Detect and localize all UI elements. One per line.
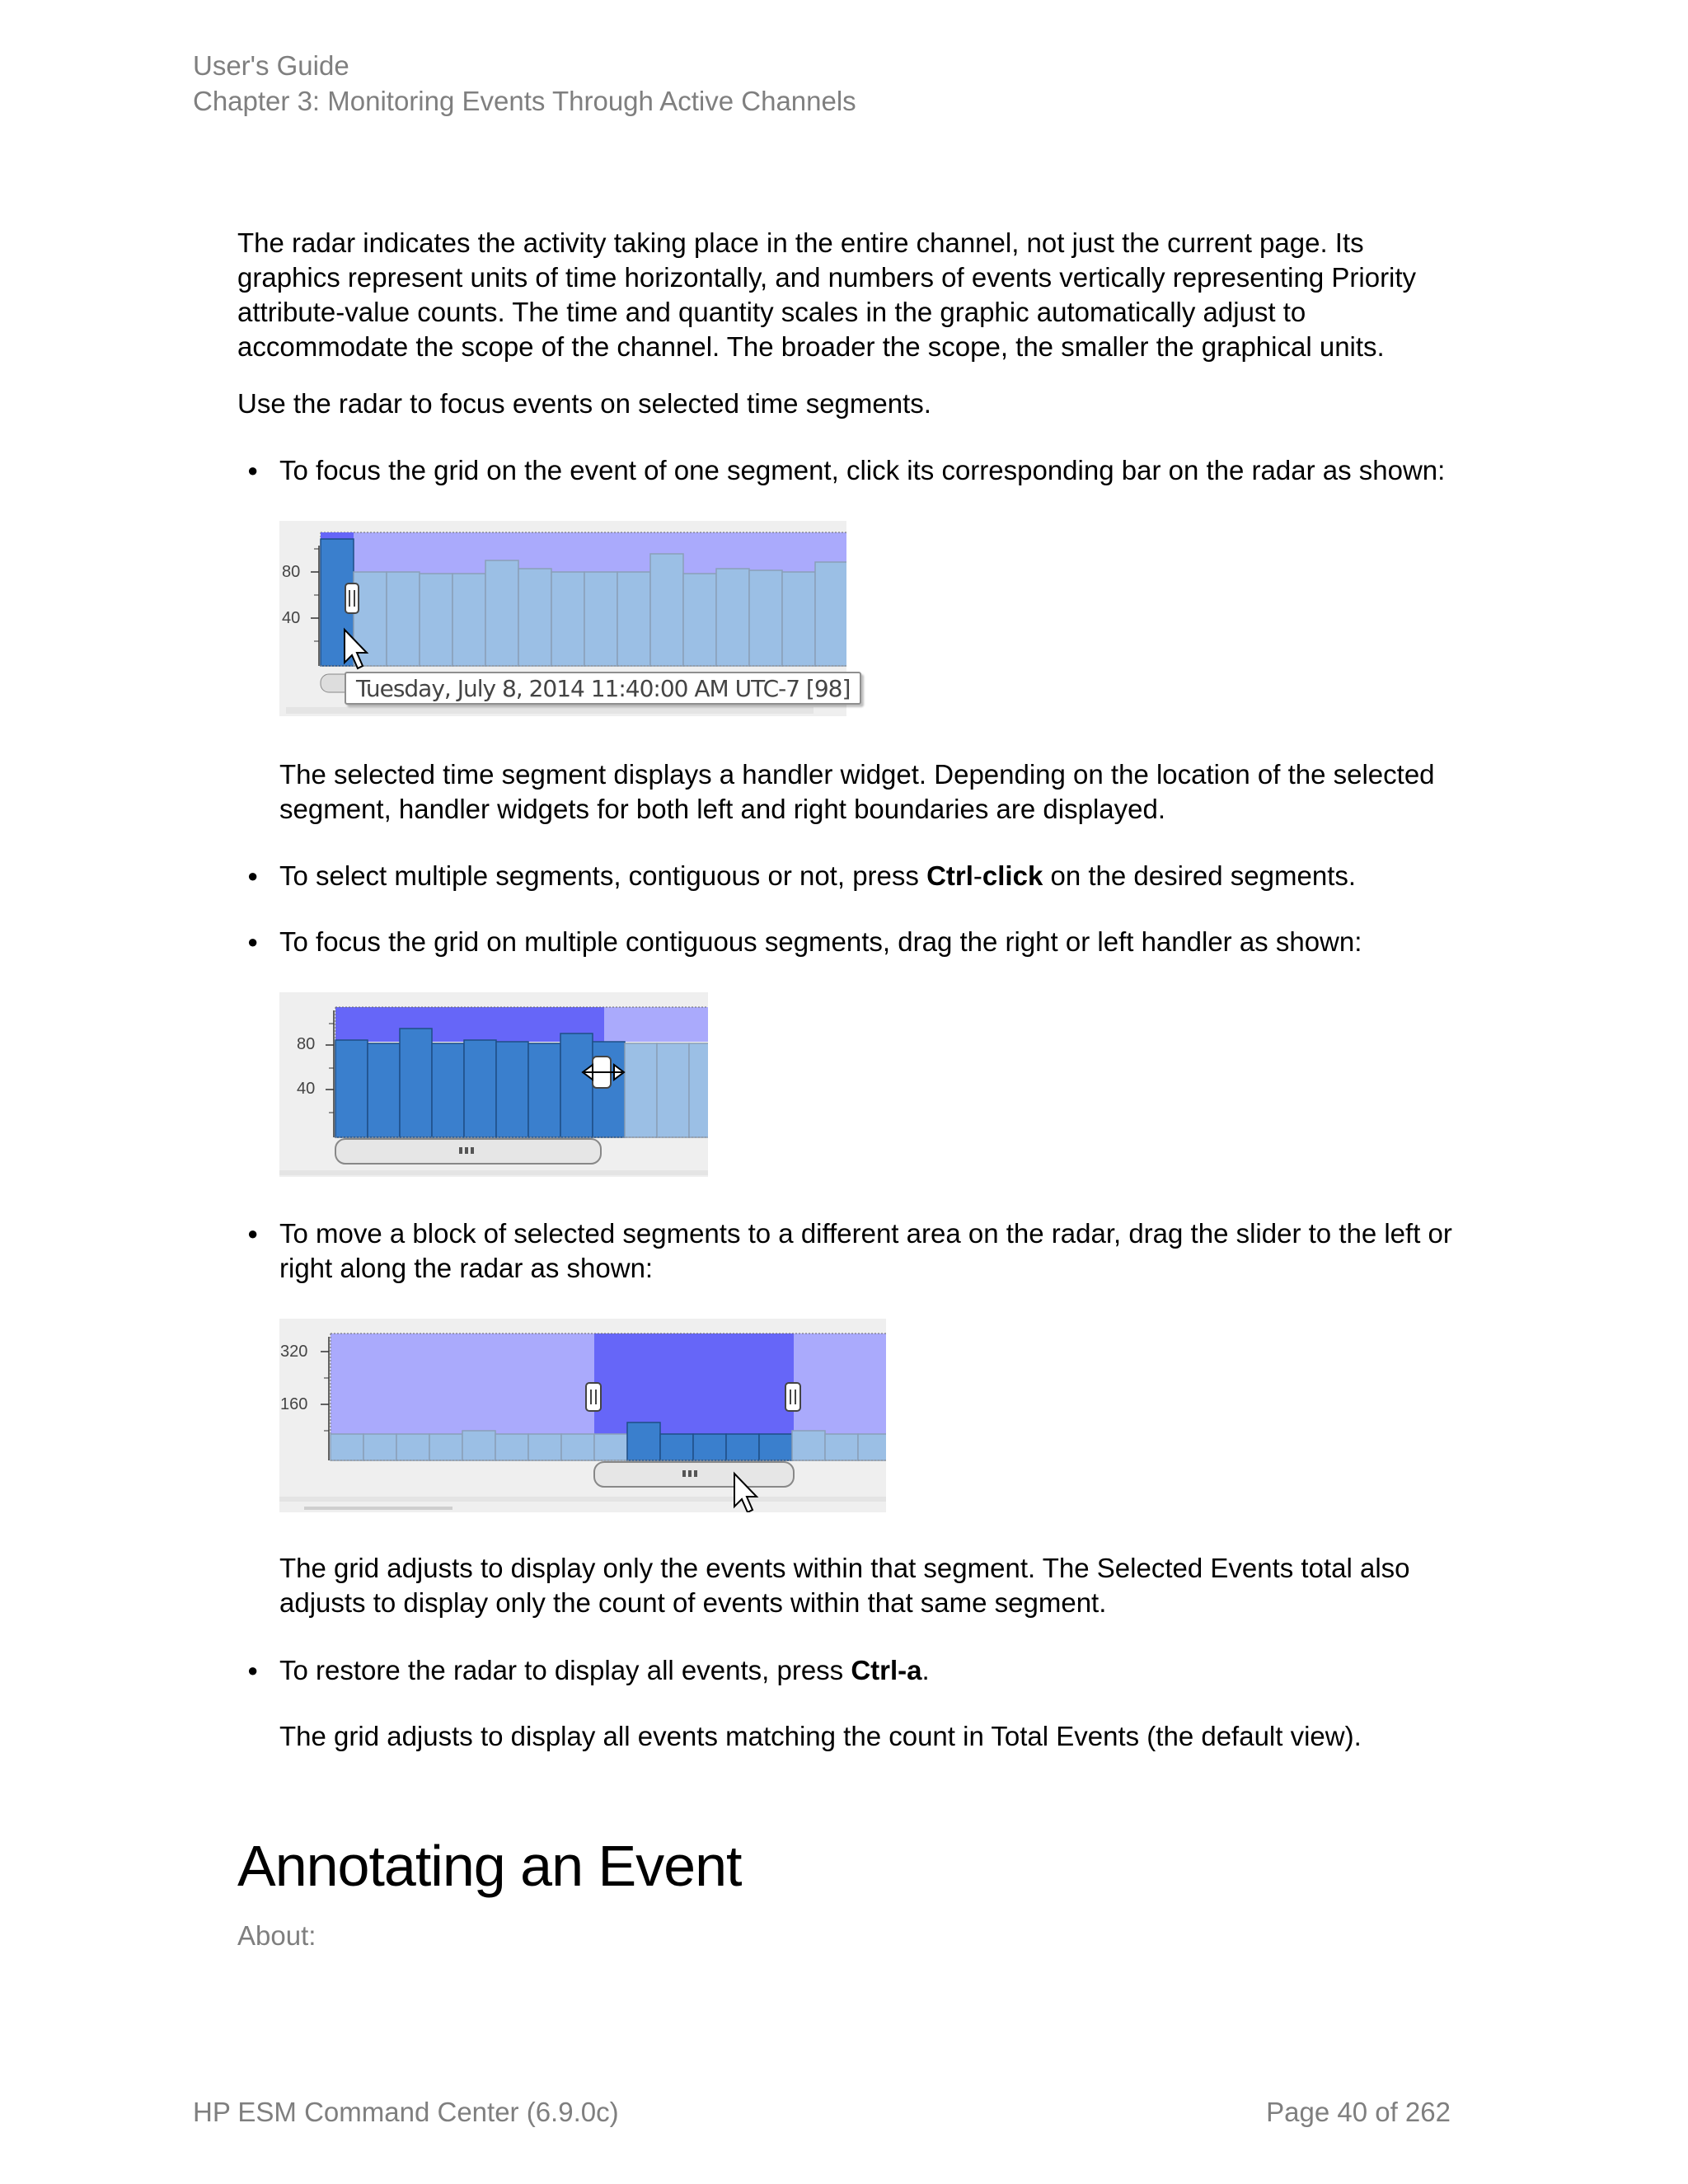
radar-bar[interactable] (683, 574, 716, 666)
section-title: Annotating an Event (237, 1834, 742, 1898)
bullet-focus-one-segment: To focus the grid on the event of one segment, click its corresponding bar on the radar as shown: (279, 455, 1446, 485)
radar-bar[interactable] (518, 569, 551, 666)
radar-bar[interactable] (560, 1033, 593, 1137)
radar-bar[interactable] (387, 572, 420, 666)
bullet-drag-handler: To focus the grid on multiple contiguous segments, drag the right or left handler as shown: (279, 926, 1362, 957)
radar-bar[interactable] (584, 572, 617, 666)
bullet-marker: ● (247, 931, 259, 952)
radar-bar[interactable] (429, 1434, 462, 1460)
radar-bar[interactable] (420, 574, 452, 666)
radar-figure-contiguous-segments (279, 992, 708, 1177)
radar-bar[interactable] (400, 1029, 432, 1137)
radar-figure-move-block (279, 1319, 886, 1512)
bullet-marker: ● (247, 1660, 259, 1680)
radar-bar[interactable] (561, 1434, 594, 1460)
radar-bar[interactable] (689, 1043, 708, 1137)
radar-bar[interactable] (617, 572, 650, 666)
about-label: About: (237, 1920, 316, 1951)
radar-bar[interactable] (759, 1434, 792, 1460)
radar-usage-paragraph: Use the radar to focus events on selected time segments. (237, 388, 931, 419)
radar-bar[interactable] (363, 1434, 396, 1460)
grid-adjusts-paragraph: The grid adjusts to display only the events within that segment. The Selected Events total also adjusts to display only the count of events within that same segment. (279, 1553, 1410, 1618)
radar-bar[interactable] (792, 1431, 825, 1460)
radar-bar[interactable] (716, 569, 749, 666)
radar-bar[interactable] (432, 1043, 464, 1137)
footer-page-number: Page 40 of 262 (1266, 2097, 1451, 2127)
radar-bar[interactable] (368, 1043, 400, 1137)
radar-bar[interactable] (657, 1043, 689, 1137)
radar-bar[interactable] (650, 554, 683, 666)
bullet-move-block: To move a block of selected segments to a different area on the radar, drag the slider to the left or right along the radar as shown: (279, 1218, 1452, 1283)
radar-bar[interactable] (496, 1042, 528, 1137)
radar-bar[interactable] (749, 570, 782, 666)
fig1-tick-40: 40 (282, 609, 301, 627)
radar-bar[interactable] (335, 1040, 368, 1137)
radar-bar[interactable] (627, 1422, 660, 1460)
radar-bar[interactable] (462, 1431, 495, 1460)
running-header (193, 48, 856, 119)
footer-product: HP ESM Command Center (6.9.0c) (193, 2097, 619, 2127)
radar-bar[interactable] (594, 1434, 627, 1460)
key-click: click (982, 860, 1043, 891)
bullet-marker: ● (247, 1223, 259, 1244)
radar-bar[interactable] (528, 1434, 561, 1460)
radar-bar[interactable] (551, 572, 584, 666)
fig2-tick-80: 80 (297, 1035, 316, 1053)
radar-bar[interactable] (625, 1043, 657, 1137)
radar-bar[interactable] (485, 560, 518, 666)
guide-title: User's Guide (193, 50, 349, 81)
chapter-title: Chapter 3: Monitoring Events Through Active Channels (193, 86, 856, 116)
radar-bar[interactable] (528, 1043, 560, 1137)
radar-bar[interactable] (825, 1434, 858, 1460)
radar-bar[interactable] (495, 1434, 528, 1460)
radar-bar[interactable] (331, 1434, 363, 1460)
radar-bar[interactable] (396, 1434, 429, 1460)
radar-bar[interactable] (452, 574, 485, 666)
radar-bar[interactable] (464, 1040, 496, 1137)
intro-paragraph: The radar indicates the activity taking place in the entire channel, not just the current page. Its graphics represent units of time horizontally, and numbers of events vertically representing Priority attribute-value counts. The time and quantity scales in the graphic automatically adjust to accommodate the scope of the channel. The broader the scope, the smaller the graphical units. (237, 227, 1417, 362)
fig3-tick-320: 320 (280, 1343, 308, 1361)
key-ctrl: Ctrl (926, 860, 973, 891)
radar-bar[interactable] (726, 1434, 759, 1460)
radar-bar[interactable] (660, 1434, 693, 1460)
bullet-marker: ● (247, 865, 259, 886)
radar-bar[interactable] (815, 562, 846, 666)
radar-bar[interactable] (858, 1434, 886, 1460)
radar-bar[interactable] (693, 1434, 726, 1460)
key-ctrl-a: Ctrl-a (851, 1655, 922, 1685)
bullet-marker: ● (247, 460, 259, 480)
fig2-tick-40: 40 (297, 1080, 316, 1098)
handler-widget-paragraph: The selected time segment displays a handler widget. Depending on the location of the selected segment, handler widgets for both left and right boundaries are displayed. (279, 759, 1435, 824)
default-view-paragraph: The grid adjusts to display all events matching the count in Total Events (the default view). (279, 1721, 1362, 1751)
radar-bar[interactable] (782, 572, 815, 666)
bullet-restore-radar: To restore the radar to display all events, press Ctrl-a. (279, 1655, 930, 1685)
radar-tooltip: Tuesday, July 8, 2014 11:40:00 AM UTC-7 [98] (345, 672, 861, 705)
fig3-tick-160: 160 (280, 1395, 308, 1413)
fig1-tick-80: 80 (282, 563, 301, 581)
bullet-select-multiple: To select multiple segments, contiguous or not, press Ctrl-click on the desired segments. (279, 860, 1357, 891)
